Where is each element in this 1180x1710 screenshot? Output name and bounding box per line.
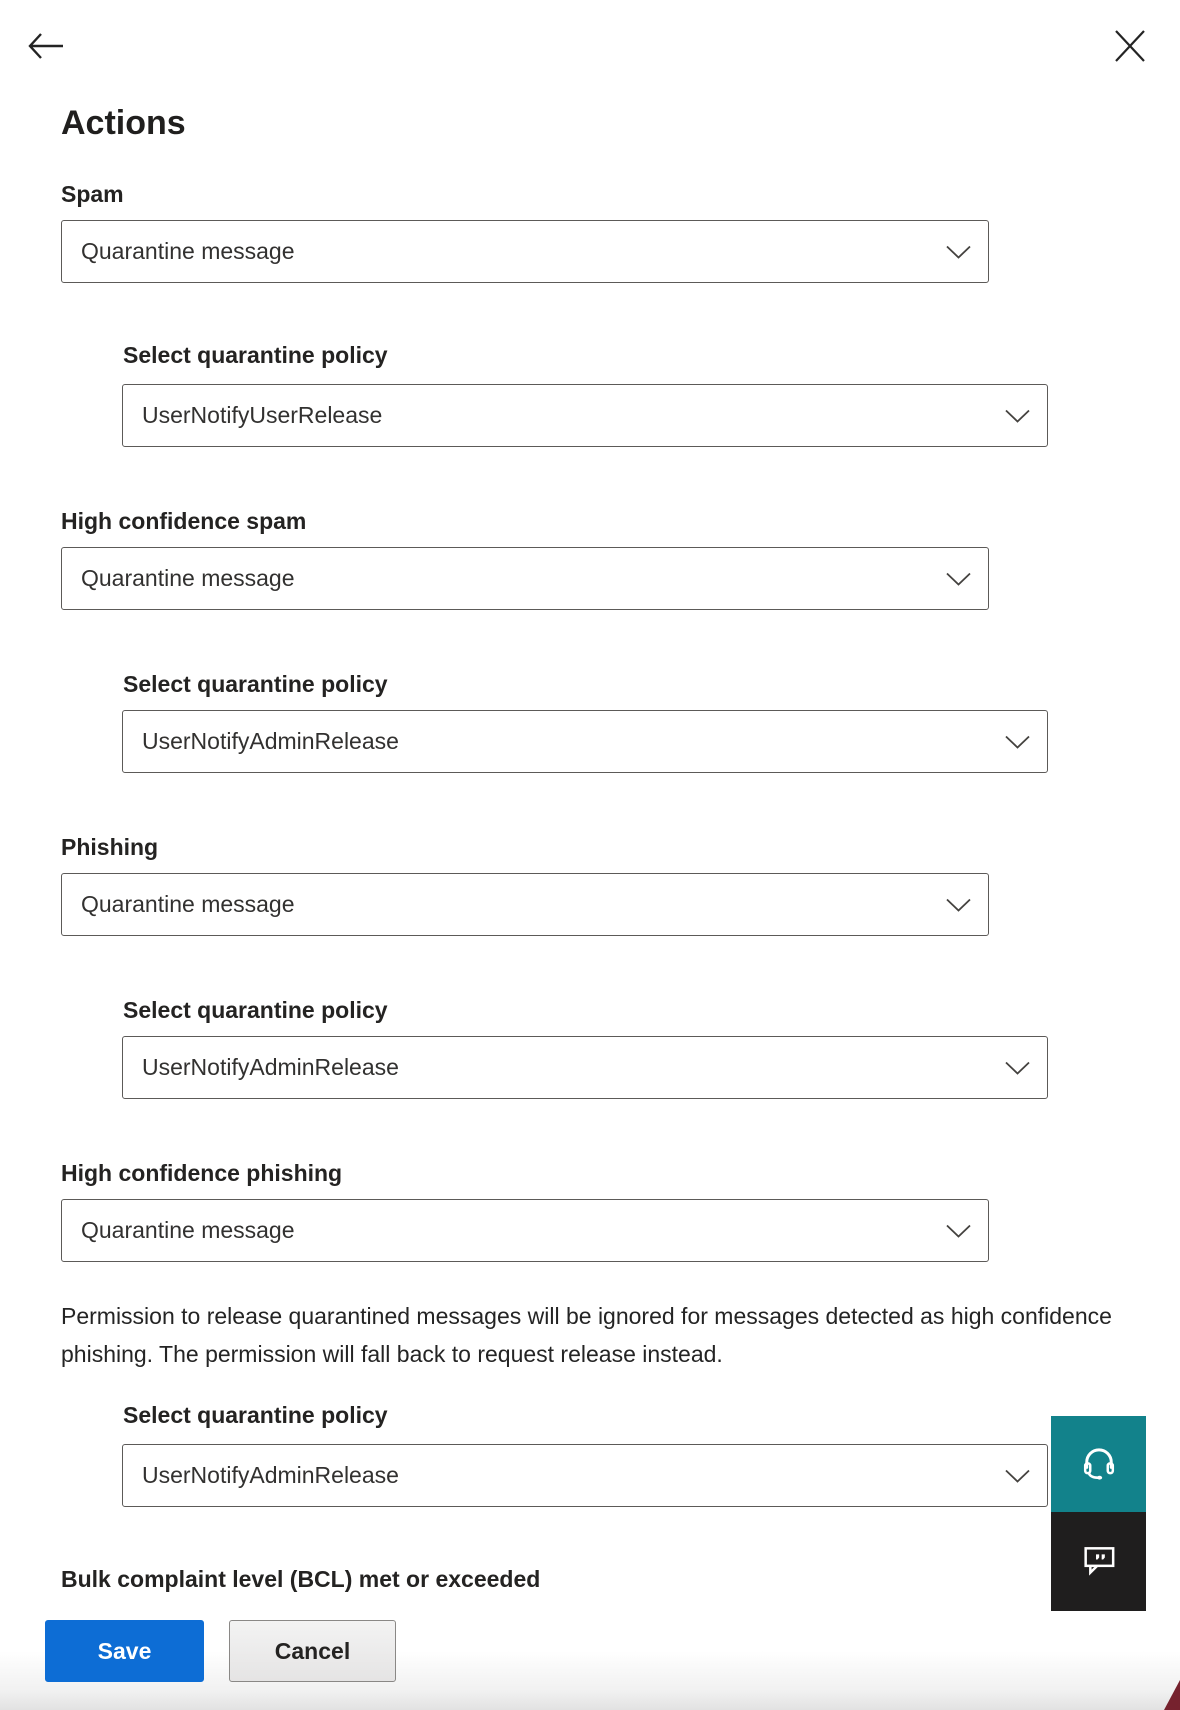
feedback-button[interactable] bbox=[1051, 1512, 1146, 1611]
hcs-policy-dropdown-value: UserNotifyAdminRelease bbox=[142, 728, 399, 754]
phishing-dropdown-value: Quarantine message bbox=[81, 891, 295, 917]
back-button[interactable] bbox=[26, 28, 66, 64]
hcp-policy-dropdown-value: UserNotifyAdminRelease bbox=[142, 1462, 399, 1488]
spam-policy-dropdown[interactable] bbox=[122, 384, 1048, 447]
spam-dropdown-value: Quarantine message bbox=[81, 238, 295, 264]
chevron-down-icon bbox=[1004, 1468, 1031, 1483]
hcs-policy-label: Select quarantine policy bbox=[123, 671, 388, 697]
chevron-down-icon bbox=[1004, 408, 1031, 423]
hcs-policy-dropdown[interactable] bbox=[122, 710, 1048, 773]
cancel-button[interactable]: Cancel bbox=[229, 1620, 396, 1682]
phishing-dropdown[interactable] bbox=[61, 873, 989, 936]
phishing-label: Phishing bbox=[61, 834, 159, 860]
hcs-dropdown[interactable] bbox=[61, 547, 989, 610]
hcp-policy-label: Select quarantine policy bbox=[123, 1402, 388, 1428]
close-icon bbox=[1112, 52, 1148, 67]
phishing-policy-dropdown-value: UserNotifyAdminRelease bbox=[142, 1054, 399, 1080]
spam-dropdown[interactable] bbox=[61, 220, 989, 283]
page-title: Actions bbox=[61, 104, 186, 142]
phishing-policy-label: Select quarantine policy bbox=[123, 997, 388, 1023]
spam-label: Spam bbox=[61, 181, 124, 207]
phishing-policy-dropdown[interactable] bbox=[122, 1036, 1048, 1099]
chevron-down-icon bbox=[945, 1223, 972, 1238]
chevron-down-icon bbox=[1004, 734, 1031, 749]
chevron-down-icon bbox=[945, 244, 972, 259]
chevron-down-icon bbox=[1004, 1060, 1031, 1075]
headset-icon bbox=[1078, 1442, 1120, 1487]
hcp-dropdown[interactable] bbox=[61, 1199, 989, 1262]
save-button[interactable]: Save bbox=[45, 1620, 204, 1682]
chevron-down-icon bbox=[945, 897, 972, 912]
spam-policy-label: Select quarantine policy bbox=[123, 342, 388, 368]
hcp-policy-dropdown[interactable] bbox=[122, 1444, 1048, 1507]
hcp-dropdown-value: Quarantine message bbox=[81, 1217, 295, 1243]
feedback-chat-icon bbox=[1079, 1540, 1119, 1583]
hcp-permission-note: Permission to release quarantined messages will be ignored for messages detected as high confidence phishing. The permission will fall back to request release instead. bbox=[61, 1303, 1112, 1367]
back-arrow-icon bbox=[26, 52, 66, 67]
spam-policy-dropdown-value: UserNotifyUserRelease bbox=[142, 402, 383, 428]
chevron-down-icon bbox=[945, 571, 972, 586]
close-button[interactable] bbox=[1112, 28, 1148, 64]
hcp-label: High confidence phishing bbox=[61, 1160, 343, 1186]
hcs-dropdown-value: Quarantine message bbox=[81, 565, 295, 591]
bulk-complaint-label: Bulk complaint level (BCL) met or exceeded bbox=[61, 1566, 541, 1592]
hcs-label: High confidence spam bbox=[61, 508, 307, 534]
footer-bar bbox=[0, 1592, 1180, 1710]
help-button[interactable] bbox=[1051, 1416, 1146, 1512]
